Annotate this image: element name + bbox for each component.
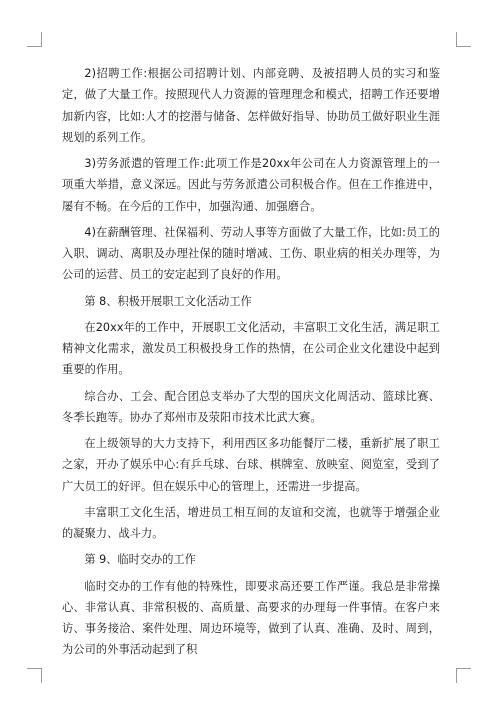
paragraph-temporary-tasks: 临时交办的工作有他的特殊性，即要求高还要工作严谨。我总是非常操心、非常认真、非常积极的、高质量、高要求的办理每一件事情。在客户来访、事务接洽、案件处理、周边环境等，做到了认真、准确、及时、周到，为公司的外事活动起到了积: [62, 579, 440, 657]
paragraph-recruitment: 2)招聘工作:根据公司招聘计划、内部竞聘、及被招聘人员的实习和鉴定，做了大量工作。按照现代人力资源的管理理念和模式，招聘工作还要增加新内容，比如:人才的挖潜与储备、怎样做好指导、协助员工做好职业生涯规划的系列工作。: [62, 67, 440, 144]
paragraph-staff-home: 在上级领导的大力支持下，利用西区多功能餐厅二楼，重新扩展了职工之家，开办了娱乐中心:有乒乓球、台球、棋牌室、放映室、阅览室，受到了广大员工的好评。但在娱乐中心的管理上，还需进一步提高。: [62, 437, 440, 493]
paragraph-compensation: 4)在薪酬管理、社保福利、劳动人事等方面做了大量工作，比如:员工的入职、调动、离职及办理社保的随时增减、工伤、职业病的相关办理等，为公司的运营、员工的安定起到了良好的作用。: [62, 225, 440, 282]
crop-mark-bottom-right: [456, 668, 471, 683]
document-body: [62, 63, 440, 666]
crop-mark-top-right: [456, 32, 471, 47]
paragraph-events: 综合办、工会、配合团总支举办了大型的国庆文化周活动、篮球比赛、冬季长跑等。协办了郑州市及荥阳市技术比武大赛。: [62, 389, 440, 424]
paragraph-labor-dispatch: 3)劳务派遣的管理工作:此项工作是20xx年公司在人力资源管理上的一项重大举措，意义深远。因此与劳务派遣公司积极合作。但在工作推进中，屡有不畅。在今后的工作中，加强沟通、加强磨合。: [62, 157, 440, 213]
section-heading-culture: 第 8、积极开展职工文化活动工作: [84, 294, 252, 308]
paragraph-cohesion: 丰富职工文化生活，增进员工相互间的友谊和交流，也就等于增强企业的凝聚力、战斗力。: [62, 505, 440, 541]
crop-mark-top-left: [27, 32, 42, 47]
section-heading-temporary-tasks: 第 9、临时交办的工作: [84, 553, 196, 567]
crop-mark-bottom-left: [27, 668, 42, 683]
paragraph-culture-activities: 在20xx年的工作中，开展职工文化活动，丰富职工文化生活，满足职工精神文化需求，激发员工积极投身工作的热情，在公司企业文化建设中起到重要的作用。: [62, 320, 440, 377]
